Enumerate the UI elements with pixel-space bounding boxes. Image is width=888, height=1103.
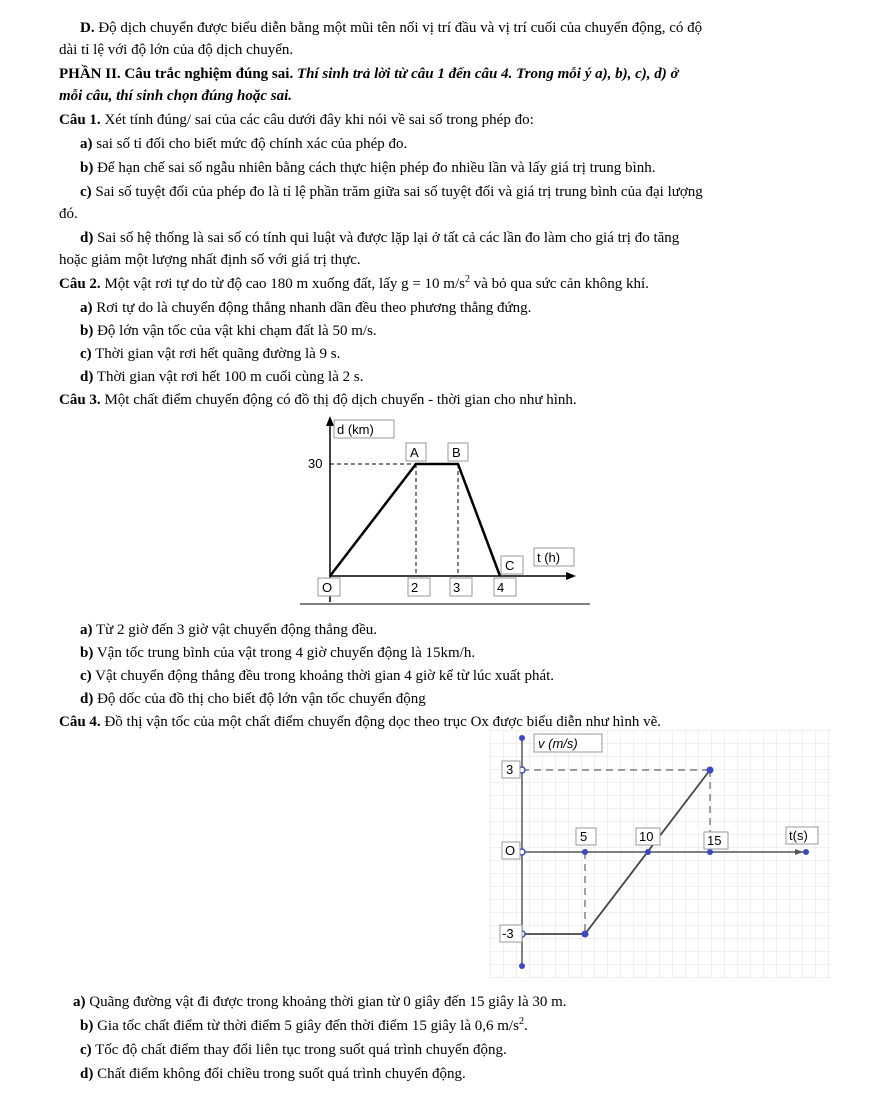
q1-option-c (80, 182, 703, 202)
point-t10-axis (645, 849, 651, 855)
point-t5-axis (582, 849, 588, 855)
option-text: Rơi tự do là chuyển động thẳng nhanh dần đều theo phương thẳng đứng. (96, 300, 532, 316)
question-label: Câu 2. (59, 276, 101, 292)
option-label: b) (80, 645, 94, 661)
y-axis-label: v (m/s) (538, 736, 578, 751)
q4-option-d (80, 1064, 466, 1084)
option-label: b) (80, 160, 94, 176)
option-label: c) (80, 1042, 92, 1058)
y-tick-30: 30 (308, 456, 323, 471)
q1-stem (59, 110, 534, 130)
option-text: Thời gian vật rơi hết quãng đường là 9 s. (95, 346, 341, 362)
option-text: Độ dốc của đồ thị cho biết độ lớn vận tốc chuyển động (97, 691, 426, 707)
q2-option-d (80, 367, 363, 387)
q3-option-b (80, 643, 475, 663)
option-label: b) (80, 323, 94, 339)
question-text: Đồ thị vận tốc của một chất điểm chuyển động dọc theo trục Ox được biểu diễn như hình vẽ. (104, 714, 661, 730)
option-label: a) (80, 300, 93, 316)
x-axis-label: t (h) (537, 550, 561, 565)
superscript: 2 (464, 274, 470, 285)
y-axis-arrow (326, 416, 334, 426)
q3-option-a (80, 620, 377, 640)
point-t15-v3 (707, 767, 714, 774)
point-c-label: C (505, 558, 515, 573)
option-text: Thời gian vật rơi hết 100 m cuối cùng là 2 s. (96, 369, 364, 385)
y-axis-label: d (km) (337, 422, 374, 437)
x-tick-2: 2 (411, 580, 419, 595)
origin-label: O (322, 580, 333, 595)
option-text: Độ dịch chuyển được biểu diễn bằng một mũi tên nối vị trí đầu và vị trí cuối của chuyển động, có độ (98, 20, 703, 36)
q1-option-d (80, 228, 679, 248)
q4-option-c (80, 1040, 507, 1060)
option-label: a) (80, 622, 93, 638)
y-axis-start-dot (519, 963, 525, 969)
option-text: Chất điểm không đổi chiều trong suốt quá trình chuyển động. (97, 1066, 466, 1082)
q1-option-c-line2: đó. (59, 206, 78, 222)
superscript: 2 (518, 1016, 524, 1027)
velocity-time-graph (490, 730, 830, 978)
q2-stem (59, 274, 649, 294)
grid-background (490, 730, 830, 978)
question-text: Một chất điểm chuyển động có đồ thị độ dịch chuyển - thời gian cho như hình. (104, 392, 577, 408)
option-label: d) (80, 691, 94, 707)
q4-option-a (73, 992, 567, 1012)
y-tick-3: 3 (506, 762, 514, 777)
option-label: c) (80, 346, 92, 362)
intro-d-line1 (80, 18, 702, 38)
x-tick-4: 4 (497, 580, 505, 595)
option-label: D. (80, 20, 95, 36)
part-heading: PHẦN II. Câu trắc nghiệm đúng sai. (59, 66, 294, 82)
question-label: Câu 4. (59, 714, 101, 730)
q1-option-d-line2: hoặc giảm một lượng nhất định số với giá trị thực. (59, 252, 361, 268)
question-text: Xét tính đúng/ sai của các câu dưới đây khi nói về sai số trong phép đo: (104, 112, 534, 128)
q2-option-c (80, 344, 340, 364)
q1-option-a (80, 134, 407, 154)
option-text: sai số tỉ đối cho biết mức độ chính xác của phép đo. (96, 136, 408, 152)
option-text: Vận tốc trung bình của vật trong 4 giờ chuyển động là 15km/h. (96, 645, 476, 661)
q4-option-b (80, 1016, 528, 1036)
option-label: a) (73, 994, 86, 1010)
origin-label: O (505, 843, 516, 858)
option-label: d) (80, 230, 94, 246)
option-text: Sai số hệ thống là sai số có tính qui luật và được lặp lại ở tất cả các lần đo làm cho giá trị đo tăng (97, 230, 680, 246)
x-axis-label: t(s) (789, 828, 808, 843)
q3-option-c (80, 666, 554, 686)
option-text: Để hạn chế sai số ngẫu nhiên bằng cách thực hiện phép đo nhiều lần và lấy giá trị trung bình. (97, 160, 656, 176)
point-t5-vneg3 (582, 931, 589, 938)
question-label: Câu 1. (59, 112, 101, 128)
option-text-post: . (523, 1018, 528, 1034)
option-text: Sai số tuyệt đối của phép đo là tỉ lệ phần trăm giữa sai số tuyệt đối và giá trị trung bình của đại lượng (95, 184, 703, 200)
x-axis-end-dot (803, 849, 809, 855)
point-a-label: A (410, 445, 419, 460)
option-label: c) (80, 184, 92, 200)
part2-instruction-line2: mỗi câu, thí sinh chọn đúng hoặc sai. (59, 88, 292, 104)
q2-option-b (80, 321, 377, 341)
point-b-label: B (452, 445, 461, 460)
x-tick-3: 3 (453, 580, 461, 595)
y-tick-neg3: -3 (502, 926, 514, 941)
displacement-time-graph (300, 414, 590, 609)
point-t15-axis (707, 849, 713, 855)
question-label: Câu 3. (59, 392, 101, 408)
displacement-curve (330, 464, 500, 576)
q2-option-a (80, 298, 531, 318)
question-text-post: và bỏ qua sức cản không khí. (469, 276, 649, 292)
option-text: Quãng đường vật đi được trong khoảng thời gian từ 0 giây đến 15 giây là 30 m. (89, 994, 567, 1010)
option-text: Tốc độ chất điểm thay đổi liên tục trong suốt quá trình chuyển động. (95, 1042, 507, 1058)
option-label: d) (80, 369, 94, 385)
option-text-pre: Gia tốc chất điểm từ thời điểm 5 giây đến thời điểm 15 giây là 0,6 m/s (97, 1018, 519, 1034)
x-axis-arrow (566, 572, 576, 580)
option-label: b) (80, 1018, 94, 1034)
q3-option-d (80, 689, 426, 709)
intro-d-line2: dài tỉ lệ với độ lớn của độ dịch chuyển. (59, 42, 294, 58)
part-instruction: Thí sinh trả lời từ câu 1 đến câu 4. Trong mỗi ý a), b), c), d) ở (296, 66, 679, 82)
option-label: d) (80, 1066, 94, 1082)
x-tick-10: 10 (639, 829, 654, 844)
option-label: c) (80, 668, 92, 684)
option-text: Vật chuyển động thẳng đều trong khoảng thời gian 4 giờ kể từ lúc xuất phát. (95, 668, 555, 684)
x-tick-15: 15 (707, 833, 722, 848)
x-tick-5: 5 (580, 829, 588, 844)
option-label: a) (80, 136, 93, 152)
q4-stem (59, 712, 661, 732)
y-axis-end-dot (519, 735, 525, 741)
q1-option-b (80, 158, 655, 178)
q3-stem (59, 390, 577, 410)
option-text: Từ 2 giờ đến 3 giờ vật chuyển động thẳng đều. (95, 622, 378, 638)
question-text-pre: Một vật rơi tự do từ độ cao 180 m xuống đất, lấy g = 10 m/s (104, 276, 465, 292)
part2-heading-line1 (59, 64, 679, 84)
option-text: Độ lớn vận tốc của vật khi chạm đất là 50 m/s. (97, 323, 377, 339)
